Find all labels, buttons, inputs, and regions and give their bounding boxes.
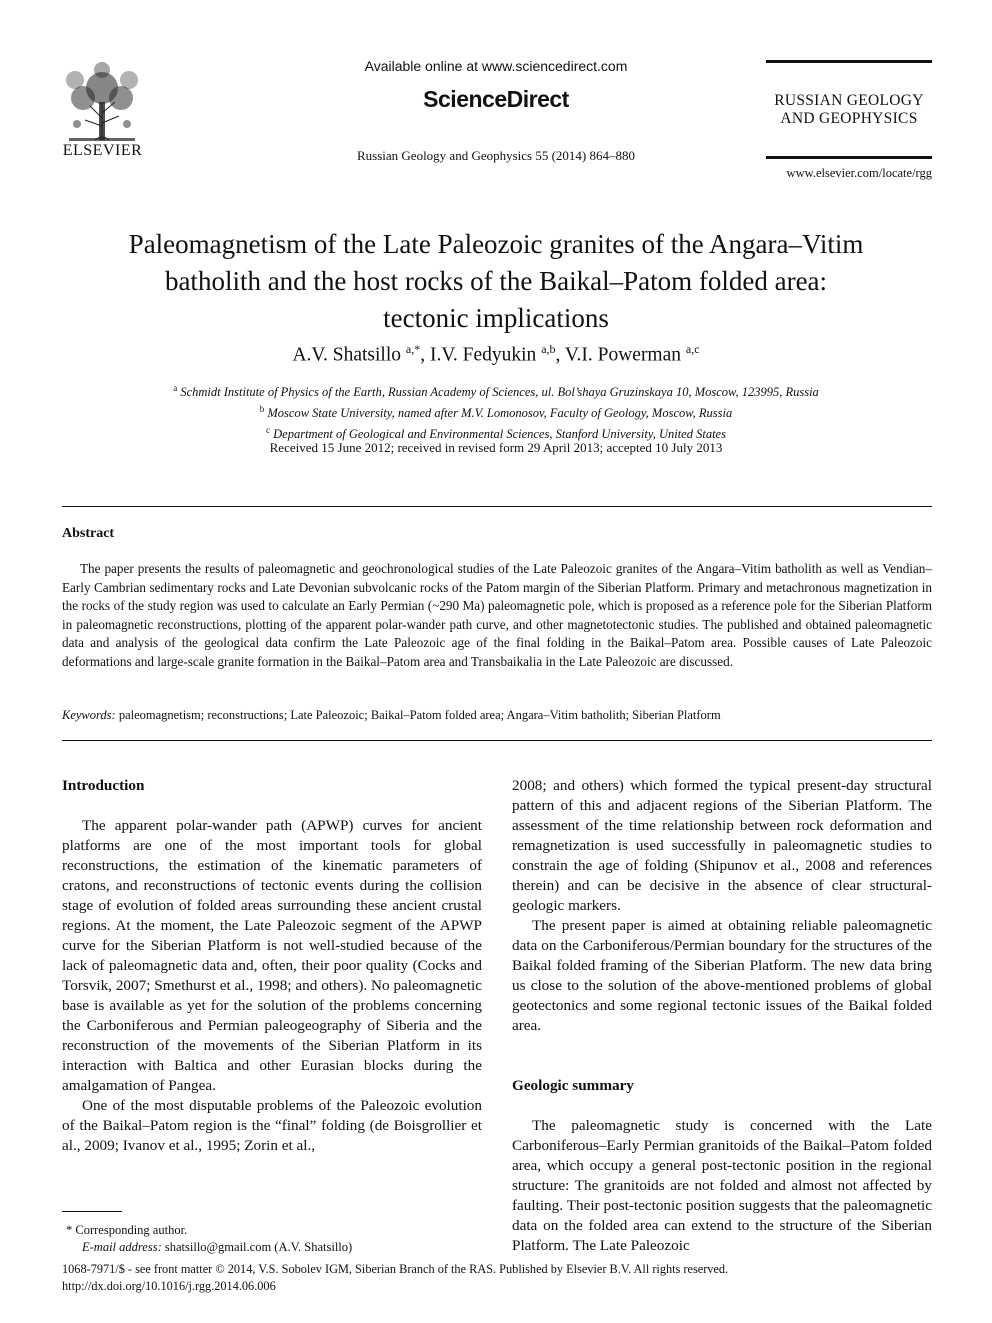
abstract-top-rule	[62, 506, 932, 507]
title-line-1: Paleomagnetism of the Late Paleozoic granites of the Angara–Vitim	[128, 229, 864, 259]
page-footer	[62, 1261, 932, 1295]
footnote-rule	[62, 1211, 122, 1212]
paragraph: The paleomagnetic study is concerned with the Late Carboniferous–Early Permian granitoids of the Baikal–Patom folded area, which occupy a general post-tectonic position in the regional structure: The granitoids are not folded and almost not affected by faulting. Their post-tectonic position suggests that the paleomagnetic data on the folded area can extend to the structure of the Siberian Platform. The Late Paleozoic	[512, 1117, 932, 1254]
affiliation-text: Moscow State University, named after M.V. Lomonosov, Faculty of Geology, Moscow, Russia	[267, 406, 733, 421]
journal-url-link[interactable]: www.elsevier.com/locate/rgg	[786, 166, 932, 180]
paragraph: 2008; and others) which formed the typical present-day structural pattern of this and adjacent regions of the Siberian Platform. The assessment of the time relationship between rock deformation and remagnetization is used successfully in paleomagnetic studies to constrain the age of folding (Shipunov et al., 2008 and references therein) and can be decisive in the absence of clear structural-geologic markers.	[512, 777, 932, 914]
affiliation-text: Department of Geological and Environmental Sciences, Stanford University, United States	[273, 427, 726, 442]
journal-top-rule	[766, 60, 932, 63]
publisher-wordmark: ELSEVIER	[62, 142, 143, 159]
doi-link[interactable]: http://dx.doi.org/10.1016/j.rgg.2014.06.006	[62, 1279, 276, 1293]
article-dates: Received 15 June 2012; received in revised form 29 April 2013; accepted 10 July 2013	[269, 440, 723, 455]
author-affil-mark: a,c	[685, 342, 700, 356]
title-line-2: batholith and the host rocks of the Baikal–Patom folded area:	[164, 266, 828, 296]
elsevier-logo	[55, 58, 150, 160]
corresponding-author-note	[62, 1222, 482, 1239]
affiliation-line	[80, 401, 912, 422]
journal-name-box	[766, 60, 932, 160]
affiliation-mark: c	[266, 425, 271, 436]
title-line-3: tectonic implications	[383, 303, 609, 333]
paragraph: The apparent polar-wander path (APWP) curves for ancient platforms are one of the most important tools for global reconstructions, the estimation of the kinematic parameters of cratons, and reconstructions of tectonic events during the collision stage of evolution of folded areas surrounding these ancient crustal regions. At the moment, the Late Paleozoic segment of the APWP curve for the Siberian Platform is not well-studied because of the lack of paleomagnetic data and, often, their poor quality (Cocks and Torsvik, 2007; Smethurst et al., 1998; and others). No paleomagnetic base is available as yet for the solution of the problems concerning the Carboniferous and Permian paleogeography of Siberia and the reconstruction of the movements of the Siberian Platform in its interaction with Baltica and other Eurasian blocks during the amalgamation of Pangea.	[62, 817, 482, 1094]
author-name[interactable]: I.V. Fedyukin	[429, 344, 537, 366]
abstract-heading: Abstract	[62, 526, 115, 541]
available-online-text: Available online at www.sciencedirect.com	[364, 58, 628, 74]
section-heading-introduction: Introduction	[62, 777, 145, 794]
journal-name-line2: AND GEOPHYSICS	[780, 110, 918, 127]
corresponding-label: Corresponding author.	[75, 1223, 188, 1237]
affiliation-line	[80, 380, 912, 401]
keywords	[62, 708, 932, 723]
author-affil-mark: a,b	[541, 342, 556, 356]
keywords-label: Keywords:	[62, 708, 116, 722]
affiliation-text: Schmidt Institute of Physics of the Earth, Russian Academy of Sciences, ul. Bol’shaya Gruzinskaya 10, Moscow, 123995, Russia	[180, 385, 819, 400]
author-list: A.V. Shatsillo $^{a,*}$, I.V. Fedyukin $^{a,b}$, V.I. Powerman $^{a,c}$	[292, 342, 700, 366]
author-affil-mark: a,*	[405, 342, 421, 356]
author-name[interactable]: V.I. Powerman	[564, 344, 682, 366]
affiliation-mark: a	[173, 383, 178, 393]
email-line	[62, 1239, 482, 1256]
email-link[interactable]: shatsillo@gmail.com (A.V. Shatsillo)	[164, 1240, 353, 1254]
paragraph: The present paper is aimed at obtaining reliable paleomagnetic data on the Carboniferous/Permian boundary for the structures of the Baikal folded framing of the Siberian Platform. The new data bring us close to the solution of the above-mentioned problems of global geotectonics and some regional tectonic issues of the Baikal folded area.	[512, 917, 932, 1034]
journal-bottom-rule	[766, 156, 932, 159]
left-column	[62, 776, 482, 1156]
journal-name-line1: RUSSIAN GEOLOGY	[774, 92, 924, 109]
journal-reference: Russian Geology and Geophysics 55 (2014) 864–880	[356, 148, 636, 163]
article-title	[80, 226, 912, 337]
abstract-bottom-rule	[62, 740, 932, 741]
affiliation-mark: b	[259, 404, 265, 415]
abstract-text: The paper presents the results of paleomagnetic and geochronological studies of the Late Paleozoic granites of the Angara–Vitim batholith as well as Vendian–Early Cambrian sedimentary rocks and Late Devonian subvolcanic rocks of the Patom margin of the Siberian Platform. Primary and metachronous magnetization in the rocks of the study region was used to calculate an Early Permian (~290 Ma) paleomagnetic pole, which is proposed as a reference pole for the Siberian Platform in paleomagnetic reconstructions, plotting of the apparent polar-wander path curve, and other magnetotectonic studies. The published and obtained paleomagnetic data and analysis of the geological data confirm the Late Paleozoic age of the final folding in the Baikal–Patom area. Possible causes of Late Paleozoic deformations and large-scale granite formation in the Baikal–Patom area and Transbaikalia in the Late Paleozoic are discussed.	[62, 561, 932, 669]
sciencedirect-brand[interactable]: ScienceDirect	[423, 86, 569, 112]
right-column	[512, 776, 932, 1256]
author-name[interactable]: A.V. Shatsillo	[292, 344, 401, 366]
footnote	[62, 1222, 482, 1256]
affiliations	[80, 380, 912, 443]
email-label: E-mail address:	[82, 1240, 162, 1254]
keywords-list: paleomagnetism; reconstructions; Late Paleozoic; Baikal–Patom folded area; Angara–Vitim batholith; Siberian Platform	[118, 708, 721, 722]
copyright-line: 1068-7971/$ - see front matter © 2014, V.S. Sobolev IGM, Siberian Branch of the RAS. Published by Elsevier B.V. All rights reserved.	[62, 1262, 729, 1276]
paragraph: One of the most disputable problems of the Paleozoic evolution of the Baikal–Patom region is the “final” folding (de Boisgrollier et al., 2009; Ivanov et al., 1995; Zorin et al.,	[62, 1097, 482, 1154]
footnote-star: *	[66, 1223, 73, 1237]
journal-name	[766, 92, 932, 128]
section-heading-geologic-summary: Geologic summary	[512, 1077, 634, 1094]
